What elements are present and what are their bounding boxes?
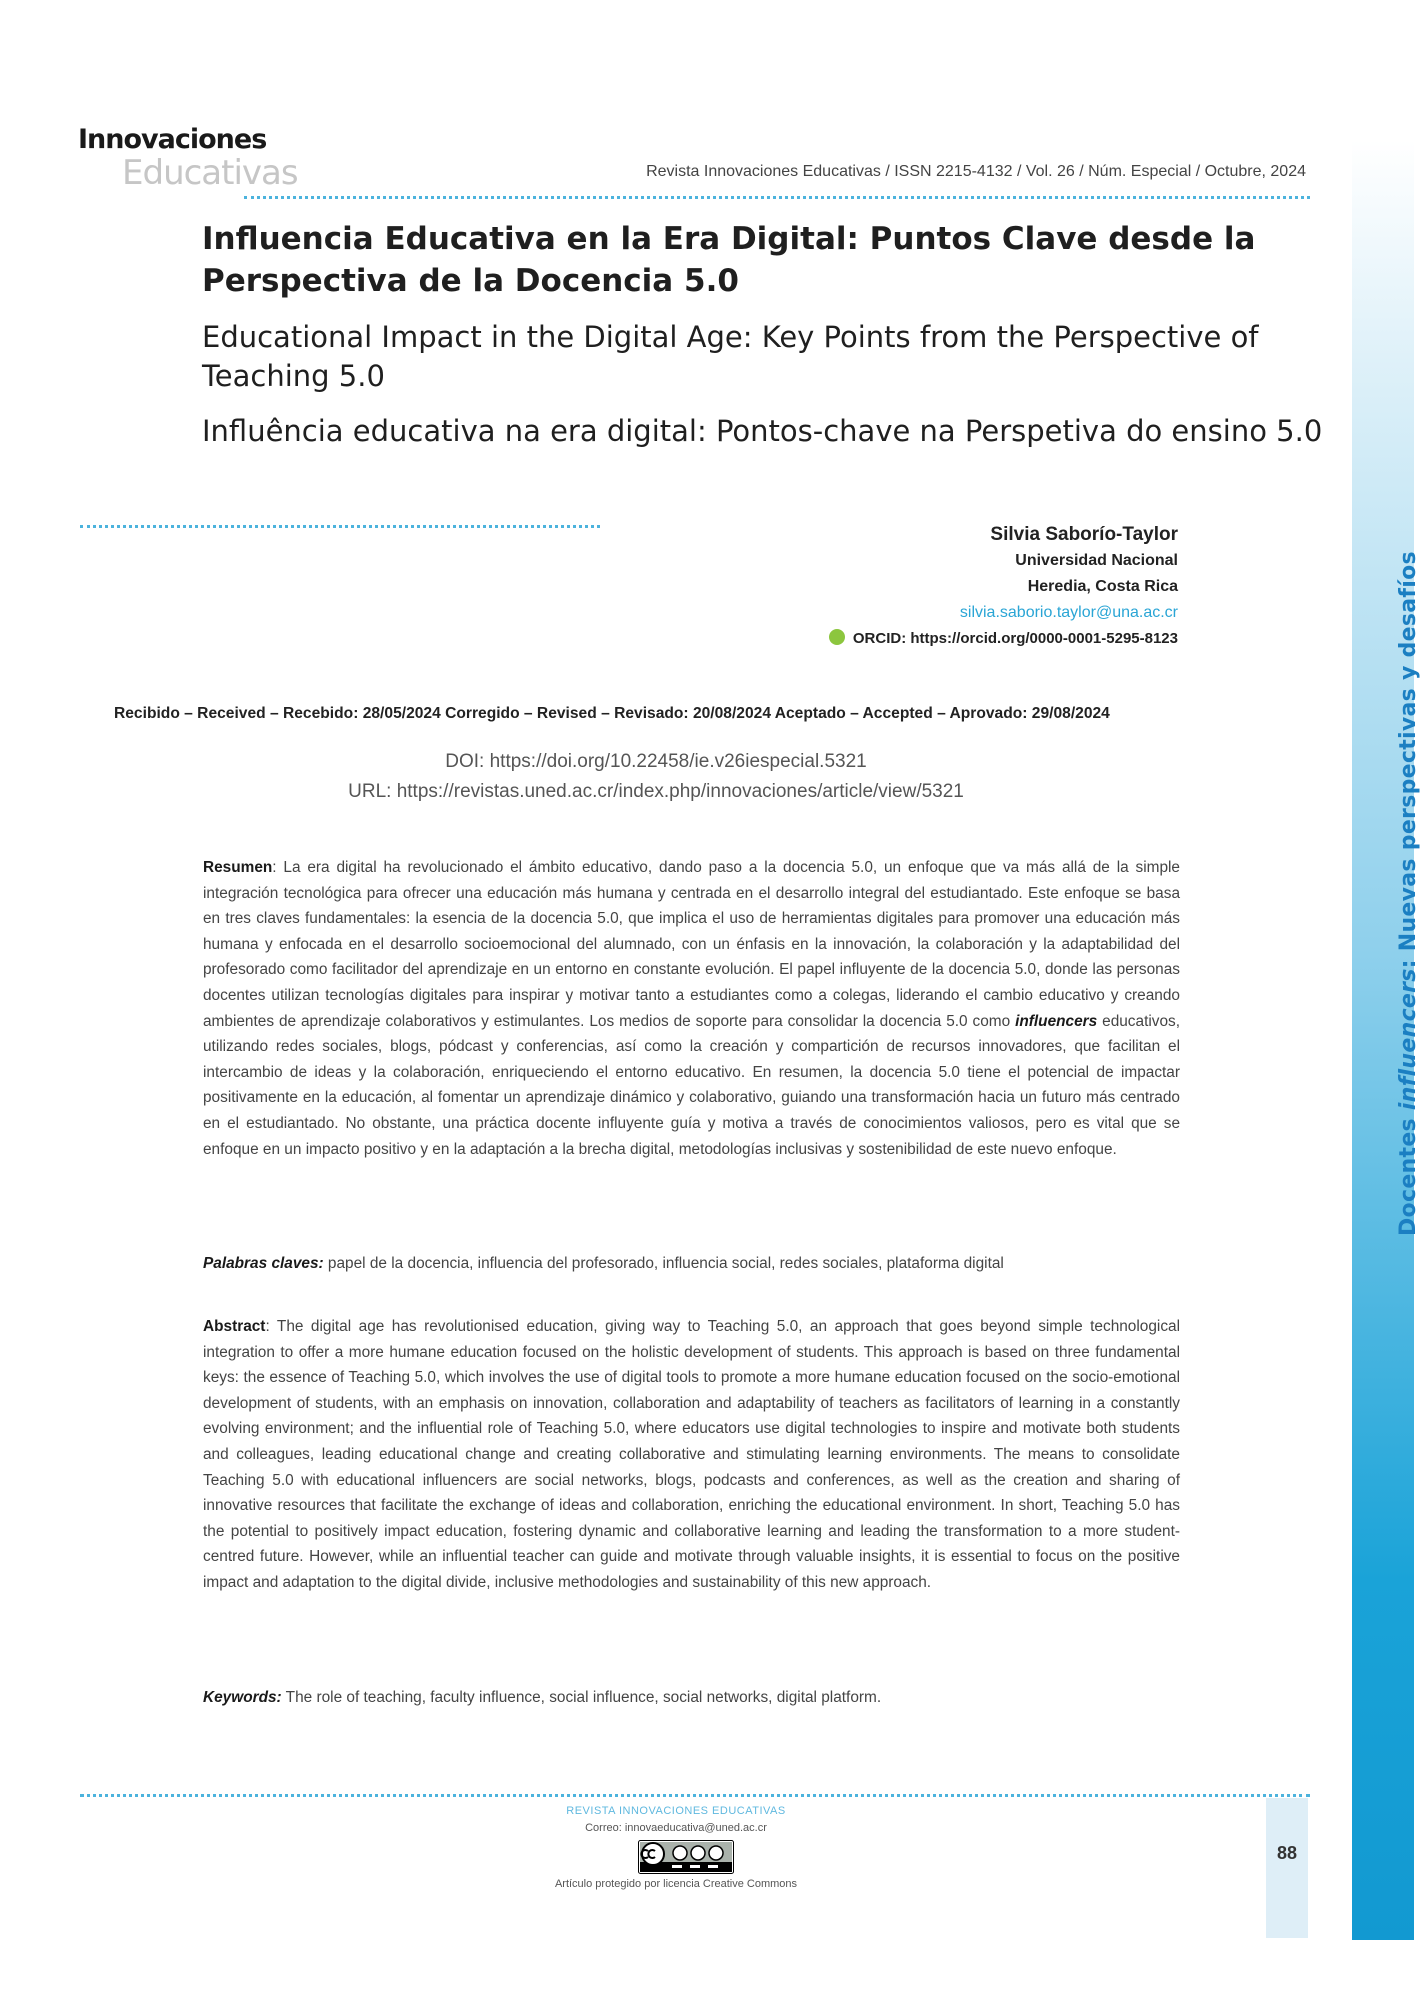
resumen-influencers: influencers xyxy=(1015,1012,1098,1030)
journal-logo-bottom: Educativas xyxy=(122,153,298,193)
author-email-link[interactable]: silvia.saborio.taylor@una.ac.cr xyxy=(959,604,1178,621)
section-title-vertical xyxy=(1396,551,1421,1236)
resumen-label: Resumen xyxy=(203,859,273,876)
article-title-es: Influencia Educativa en la Era Digital: Puntos Clave desde la Perspectiva de la Docencia 5.0 xyxy=(202,221,1256,299)
submission-dates: Recibido – Received – Recebido: 28/05/2024 Corregido – Revised – Revisado: 20/08/2024 Aceptado – Accepted – Aprovado: 29/08/2024 xyxy=(114,705,1110,722)
abstract-text: : The digital age has revolutionised education, giving way to Teaching 5.0, an approach that goes beyond simple technological integration to offer a more humane education focused on the holistic development of students. This approach is based on three fundamental keys: the essence of Teaching 5.0, which involves the use of digital tools to promote a more humane education focused on the socio-emotional development of students, with an emphasis on innovation, collaboration and adaptability of teachers as facilitators of learning in a constantly evolving environment; and the influential role of Teaching 5.0, where educators use digital technologies to inspire and motivate both students and colleagues, leading educational change and creating collaborative and stimulating learning environments. The means to consolidate Teaching 5.0 with educational influencers are social networks, blogs, podcasts and conferences, as well as the creation and sharing of innovative resources that facilitate the exchange of ideas and collaboration, enriching the educational environment. In short, Teaching 5.0 has the potential to positively impact education, fostering dynamic and collaborative learning and leading the transformation to a more student-centred future. However, while an influential teacher can guide and motivate through valuable insights, it is essential to focus on the positive impact and adaptation to the digital divide, inclusive methodologies and sustainability of this new approach. xyxy=(203,1318,1180,1591)
orcid-link[interactable]: ORCID: https://orcid.org/0000-0001-5295-8123 xyxy=(852,630,1178,647)
author-block xyxy=(829,522,1178,652)
page-number: 88 xyxy=(1276,1843,1298,1863)
keywords-label: Keywords: xyxy=(203,1689,282,1706)
section-title-suffix: : Nuevas perspectivas y desafíos xyxy=(1396,551,1421,969)
creative-commons-license-icon[interactable] xyxy=(638,1840,734,1874)
abstract-label: Abstract xyxy=(203,1318,266,1335)
page-number-box xyxy=(1266,1798,1308,1938)
author-name: Silvia Saborío-Taylor xyxy=(990,524,1178,545)
article-title-en: Educational Impact in the Digital Age: Key Points from the Perspective of Teaching 5.0 xyxy=(202,320,1259,393)
keywords-paragraph xyxy=(203,1685,1180,1711)
orcid-icon xyxy=(829,629,845,645)
resumen-text-1: : La era digital ha revolucionado el ámbito educativo, dando paso a la docencia 5.0, un enfoque que va más allá de la simple integración tecnológica para ofrecer una educación más humana y centrada en el desarrollo integral del estudiantado. Este enfoque se basa en tres claves fundamentales: la esencia de la docencia 5.0, que implica el uso de herramientas digitales para promover una educación más humana y enfocada en el desarrollo socioemocional del alumnado, con un énfasis en la innovación, la colaboración y la adaptabilidad del profesorado como facilitador del aprendizaje en un entorno en constante evolución. El papel influyente de la docencia 5.0, donde las personas docentes utilizan tecnologías digitales para inspirar y motivar tanto a estudiantes como a colegas, liderando el cambio educativo y creando ambientes de aprendizaje colaborativos y estimulantes. Los medios de soporte para consolidar la docencia 5.0 como xyxy=(203,859,1180,1030)
orcid-row[interactable] xyxy=(829,626,1178,652)
resumen-text-2: educativos, utilizando redes sociales, blogs, pódcast y conferencias, así como la creación y compartición de recursos innovadores, que facilitan el intercambio de ideas y la colaboración, enriqueciendo el entorno educativo. En resumen, la docencia 5.0 tiene el potencial de impactar positivamente en la educación, al fomentar un aprendizaje dinámico y colaborativo, guiando una transformación hacia un futuro más centrado en el estudiantado. No obstante, una práctica docente influyente guía y motiva a través de conocimientos valiosos, pero es vital que se enfoque en un impacto positivo y en la adaptación a la brecha digital, metodologías inclusivas y sostenibilidad de este nuevo enfoque. xyxy=(203,1012,1180,1158)
footer-journal-name: REVISTA INNOVACIONES EDUCATIVAS xyxy=(566,1805,786,1817)
resumen-paragraph xyxy=(203,855,1180,1162)
article-url-link[interactable]: URL: https://revistas.uned.ac.cr/index.php/innovaciones/article/view/5321 xyxy=(348,781,964,802)
journal-logo-top: Innovaciones xyxy=(78,124,267,155)
section-title-prefix: Docentes xyxy=(1396,1110,1421,1236)
running-header: Revista Innovaciones Educativas / ISSN 2215-4132 / Vol. 26 / Núm. Especial / Octubre, 2024 xyxy=(646,163,1306,180)
author-rule xyxy=(80,525,600,528)
palabras-claves-text: papel de la docencia, influencia del profesorado, influencia social, redes sociales, plataforma digital xyxy=(323,1255,1004,1272)
author-location: Heredia, Costa Rica xyxy=(1027,578,1178,595)
footer-license-text: Artículo protegido por licencia Creative Commons xyxy=(554,1878,798,1890)
article-title-pt: Influência educativa na era digital: Pontos-chave na Perspetiva do ensino 5.0 xyxy=(202,414,1323,448)
section-title-italic: influencers xyxy=(1396,968,1421,1111)
doi-link[interactable]: DOI: https://doi.org/10.22458/ie.v26iespecial.5321 xyxy=(445,751,867,772)
footer-email[interactable]: Correo: innovaeducativa@uned.ac.cr xyxy=(585,1822,767,1834)
keywords-text: The role of teaching, faculty influence, social influence, social networks, digital platform. xyxy=(281,1689,882,1706)
palabras-claves-paragraph xyxy=(203,1251,1180,1277)
author-institution: Universidad Nacional xyxy=(1015,552,1178,569)
palabras-claves-label: Palabras claves: xyxy=(203,1255,324,1272)
header-rule xyxy=(244,196,1310,199)
footer-rule xyxy=(80,1794,1310,1797)
abstract-paragraph xyxy=(203,1314,1180,1596)
